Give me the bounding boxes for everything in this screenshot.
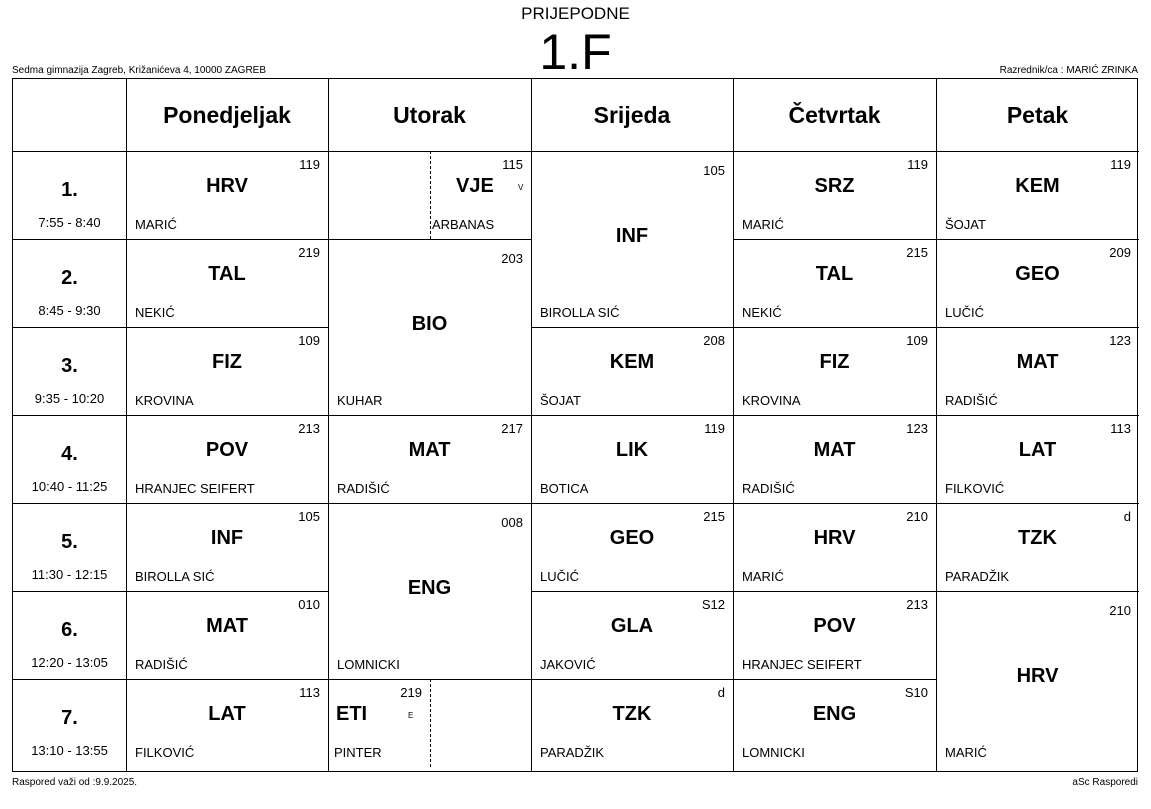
subject-code: TZK (612, 703, 652, 725)
teacher-name: MARIĆ (945, 745, 987, 760)
subject-code: FIZ (212, 351, 242, 373)
room-number: 105 (298, 509, 320, 524)
lesson-cell[interactable] (531, 591, 733, 679)
lesson-cell[interactable] (126, 239, 328, 327)
room-number: 213 (906, 597, 928, 612)
subject-code: SRZ (814, 175, 855, 197)
lesson-cell[interactable] (733, 239, 936, 327)
subject-code: LIK (615, 439, 649, 461)
teacher-name: MARIĆ (742, 569, 784, 584)
room-number: 208 (703, 333, 725, 348)
teacher-name: RADIŠIĆ (135, 657, 188, 672)
lesson-cell[interactable] (936, 151, 1139, 239)
software-credit: aSc Rasporedi (1072, 777, 1138, 788)
room-number: 210 (1109, 603, 1131, 618)
room-number: 008 (501, 515, 523, 530)
room-number: 213 (298, 421, 320, 436)
lesson-cell[interactable] (936, 503, 1139, 591)
teacher-name: KROVINA (135, 393, 194, 408)
room-number: 219 (298, 245, 320, 260)
teacher-name: NEKIĆ (742, 305, 782, 320)
room-number: 119 (1110, 157, 1131, 172)
subject-code: MAT (206, 615, 248, 637)
room-number: 215 (703, 509, 725, 524)
room-number: 119 (299, 157, 320, 172)
teacher-name: HRANJEC SEIFERT (742, 657, 862, 672)
period-number: 4. (61, 443, 78, 465)
subject-code: LAT (1018, 439, 1057, 461)
row-divider (13, 239, 126, 240)
class-name: 1.F (539, 24, 612, 80)
teacher-name: LOMNICKI (337, 657, 400, 672)
room-number: 115 (502, 157, 523, 172)
room-number: 113 (299, 685, 320, 700)
lesson-cell[interactable] (126, 415, 328, 503)
subject-code: KEM (1015, 175, 1060, 197)
room-number: 203 (501, 251, 523, 266)
room-number: 217 (501, 421, 523, 436)
room-number: S12 (701, 597, 725, 612)
teacher-name: LOMNICKI (742, 745, 805, 760)
subject-code: TAL (208, 263, 246, 285)
teacher-name: LUČIĆ (540, 569, 580, 584)
room-number: 210 (906, 509, 928, 524)
period-time: 12:20 - 13:05 (31, 655, 108, 670)
teacher-name: ŠOJAT (540, 393, 581, 408)
lesson-cell[interactable] (733, 503, 936, 591)
lesson-cell[interactable] (531, 503, 733, 591)
row-divider (13, 415, 126, 416)
teacher-name: FILKOVIĆ (945, 481, 1005, 496)
lesson-cell[interactable] (328, 679, 430, 767)
subject-code: HRV (1016, 665, 1059, 687)
day-header: Petak (1006, 101, 1069, 128)
teacher-name: MARIĆ (742, 217, 784, 232)
lesson-cell[interactable] (531, 415, 733, 503)
teacher-name: BIROLLA SIĆ (540, 305, 620, 320)
subject-code: INF (615, 225, 649, 247)
lesson-cell[interactable] (733, 679, 936, 767)
day-header: Srijeda (593, 101, 671, 128)
subject-code: LAT (208, 703, 246, 725)
lesson-cell[interactable] (936, 327, 1139, 415)
subject-code: GEO (1015, 263, 1060, 285)
teacher-name: PARADŽIK (540, 745, 605, 760)
row-divider (13, 327, 126, 328)
teacher-name: LUČIĆ (945, 305, 985, 320)
subject-code: TAL (815, 263, 854, 285)
teacher-name: BIROLLA SIĆ (135, 569, 215, 584)
row-divider (13, 591, 126, 592)
teacher-name: NEKIĆ (135, 305, 175, 320)
homeroom-teacher: Razrednik/ca : MARIĆ ZRINKA (999, 65, 1138, 76)
room-number: 010 (298, 597, 320, 612)
subject-code: POV (205, 439, 249, 461)
day-header: Četvrtak (788, 101, 881, 128)
room-number: 209 (1109, 245, 1131, 260)
teacher-name: JAKOVIĆ (540, 657, 596, 672)
subject-code: MAT (1016, 351, 1059, 373)
lesson-cell[interactable] (328, 239, 531, 415)
teacher-name: RADIŠIĆ (742, 481, 795, 496)
day-header: Ponedjeljak (163, 101, 291, 128)
lesson-cell[interactable] (126, 679, 328, 767)
subject-code: POV (813, 615, 856, 637)
lesson-cell[interactable] (430, 151, 531, 239)
lesson-cell[interactable] (328, 503, 531, 679)
lesson-cell[interactable] (126, 503, 328, 591)
subject-code: MAT (813, 439, 856, 461)
subject-code: VJE (456, 175, 494, 197)
lesson-cell[interactable] (936, 591, 1139, 767)
subject-code: GEO (609, 527, 655, 549)
lesson-cell[interactable] (328, 415, 531, 503)
subject-code: HRV (206, 175, 248, 197)
period-number: 3. (61, 355, 78, 377)
lesson-cell[interactable] (733, 151, 936, 239)
teacher-name: ŠOJAT (945, 217, 986, 232)
lesson-cell[interactable] (733, 591, 936, 679)
lesson-cell[interactable] (733, 415, 936, 503)
teacher-name: PARADŽIK (945, 569, 1010, 584)
lesson-cell[interactable] (531, 151, 733, 327)
room-number: 113 (1110, 421, 1131, 436)
room-number: 109 (906, 333, 928, 348)
period-number: 1. (61, 179, 78, 201)
period-number: 6. (61, 619, 78, 641)
teacher-name: MARIĆ (135, 217, 177, 232)
room-number: d (1123, 509, 1131, 524)
period-number: 2. (61, 267, 78, 289)
group-marker: E (408, 711, 414, 720)
period-time: 11:30 - 12:15 (31, 567, 108, 582)
school-address: Sedma gimnazija Zagreb, Križanićeva 4, 10000 ZAGREB (12, 65, 267, 76)
teacher-name: RADIŠIĆ (945, 393, 998, 408)
room-number: 105 (703, 163, 725, 178)
group-marker: V (518, 183, 524, 192)
lesson-cell[interactable] (531, 327, 733, 415)
room-number: 119 (907, 157, 928, 172)
room-number: S10 (904, 685, 928, 700)
teacher-name: PINTER (334, 745, 382, 760)
lesson-cell[interactable] (126, 591, 328, 679)
room-number: 219 (400, 685, 422, 700)
day-header: Utorak (393, 101, 466, 128)
split-divider (430, 151, 431, 239)
lesson-cell[interactable] (936, 239, 1139, 327)
subject-code: ENG (812, 703, 857, 725)
subject-code: ENG (407, 577, 452, 599)
subject-code: GLA (610, 615, 654, 637)
subject-code: MAT (408, 439, 451, 461)
lesson-cell[interactable] (936, 415, 1139, 503)
teacher-name: ARBANAS (432, 217, 495, 232)
period-number: 5. (61, 531, 78, 553)
subject-code: INF (210, 527, 244, 549)
subject-code: KEM (609, 351, 655, 373)
teacher-name: BOTICA (540, 481, 589, 496)
subject-code: BIO (411, 313, 448, 335)
period-time: 9:35 - 10:20 (34, 391, 105, 406)
room-number: d (717, 685, 725, 700)
teacher-name: HRANJEC SEIFERT (135, 481, 255, 496)
shift-title: PRIJEPODNE (521, 4, 630, 23)
period-number: 7. (61, 707, 78, 729)
subject-code: TZK (1018, 527, 1057, 549)
row-divider (13, 503, 126, 504)
room-number: 119 (704, 421, 725, 436)
period-time: 10:40 - 11:25 (31, 479, 108, 494)
room-number: 123 (1109, 333, 1131, 348)
period-time: 13:10 - 13:55 (31, 743, 108, 758)
teacher-name: FILKOVIĆ (135, 745, 195, 760)
timetable-grid (12, 78, 1138, 772)
room-number: 109 (298, 333, 320, 348)
period-time: 8:45 - 9:30 (38, 303, 101, 318)
period-time: 7:55 - 8:40 (38, 215, 101, 230)
teacher-name: RADIŠIĆ (337, 481, 390, 496)
lesson-cell[interactable] (126, 327, 328, 415)
subject-code: FIZ (819, 351, 850, 373)
teacher-name: KROVINA (742, 393, 801, 408)
subject-code: ETI (336, 703, 368, 725)
row-divider (13, 679, 126, 680)
room-number: 215 (906, 245, 928, 260)
valid-from: Raspored važi od :9.9.2025. (12, 777, 138, 788)
lesson-cell[interactable] (531, 679, 733, 767)
teacher-name: KUHAR (337, 393, 383, 408)
lesson-cell[interactable] (126, 151, 328, 239)
split-divider (430, 679, 431, 767)
subject-code: HRV (813, 527, 856, 549)
room-number: 123 (906, 421, 928, 436)
lesson-cell[interactable] (733, 327, 936, 415)
